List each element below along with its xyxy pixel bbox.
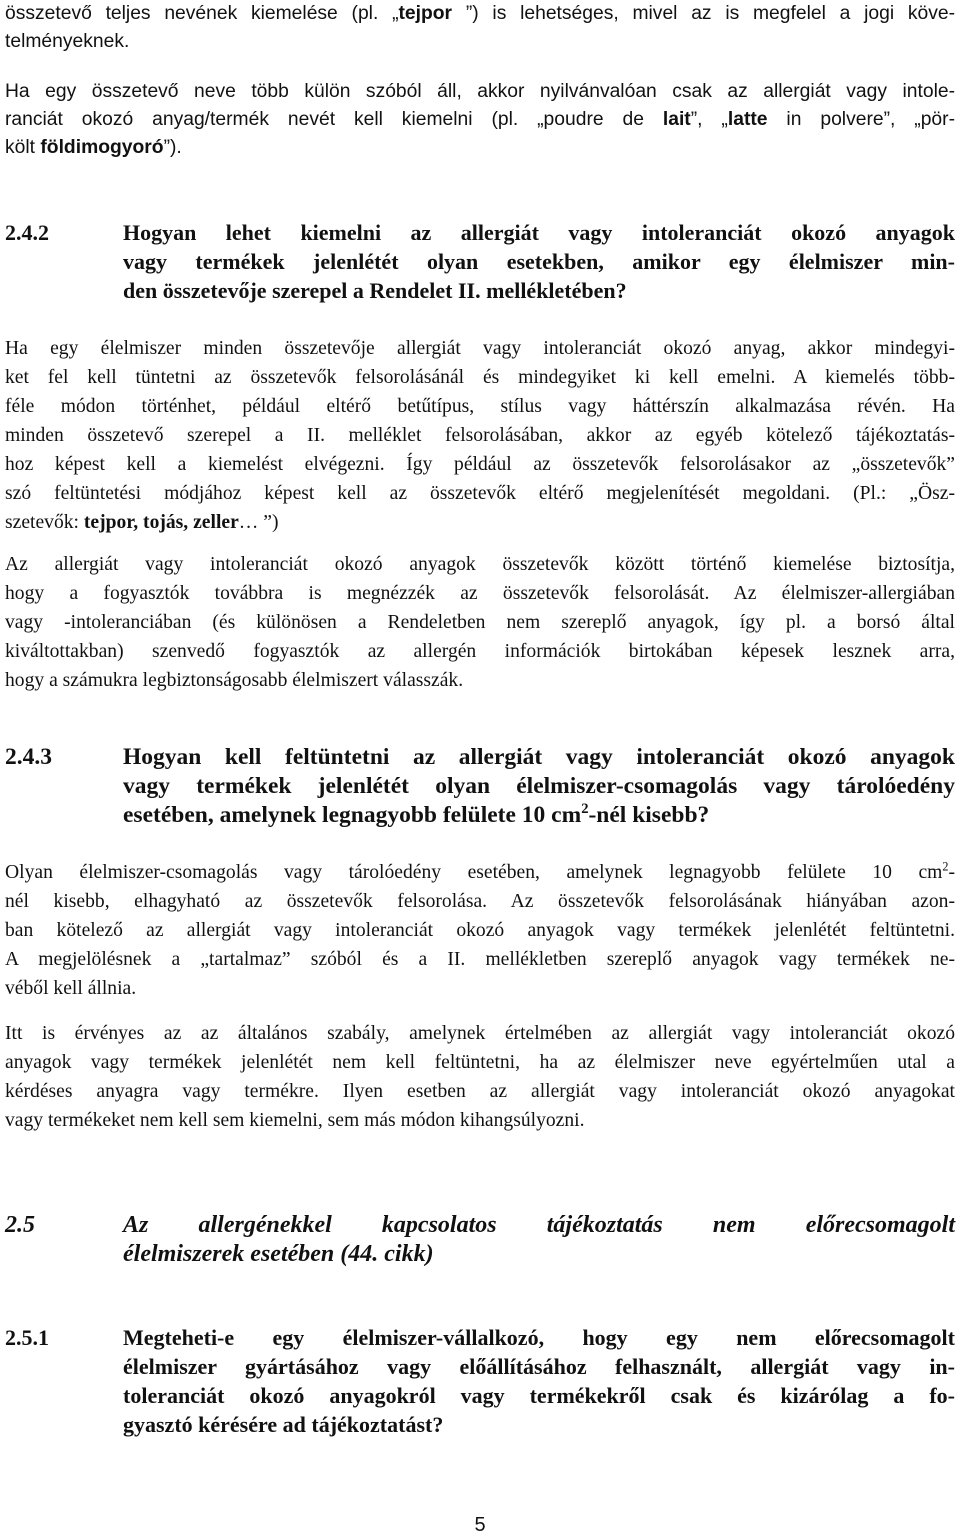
text-line: anyagok vagy termékek jelenlétét nem kell feltüntetni, ha az élelmiszer neve egyértelműen utal a	[5, 1052, 955, 1073]
page-number: 5	[474, 1514, 486, 1536]
text-line: telményeknek.	[5, 31, 130, 52]
heading-2-4-3	[5, 743, 955, 833]
text-line	[5, 106, 955, 134]
title-line: Hogyan kell feltüntetni az allergiát vagy intoleranciát okozó anyagok	[123, 744, 955, 770]
title-line: gyasztó kérésére ad tájékoztatást?	[123, 1412, 444, 1437]
text-line: nél kisebb, elhagyható az összetevők felsorolása. Az összetevők felsorolásának hiányában azon-	[5, 891, 955, 912]
text-line: ban kötelező az allergiát vagy intoleranciát okozó anyagok vagy termékek jelenlétét feltüntetni.	[5, 920, 955, 941]
section-number: 2.5.1	[5, 1325, 49, 1350]
text-run: … ”)	[238, 512, 279, 533]
text-line: véből kell állnia.	[5, 978, 137, 999]
title-line: élelmiszer gyártásához vagy előállításához felhasznált, allergiát vagy in-	[123, 1354, 955, 1379]
bold-term: latte	[727, 109, 768, 130]
compound-name-paragraph	[5, 78, 955, 162]
text-line	[5, 0, 955, 28]
text-line	[5, 858, 955, 887]
intro-paragraph	[5, 0, 955, 56]
title-line: Hogyan lehet kiemelni az allergiát vagy intoleranciát okozó anyagok	[123, 220, 955, 245]
section-number: 2.5	[5, 1212, 35, 1238]
text-run: esetében, amelynek legnagyobb felülete 10 cm	[123, 802, 582, 828]
title-line: élelmiszerek esetében (44. cikk)	[123, 1241, 434, 1267]
text-line: hogy a számukra legbiztonságosabb élelmiszert válasszák.	[5, 670, 464, 691]
text-run: ranciát okozó anyag/termék nevét kell kiemelni (pl. „poudre de	[5, 109, 663, 130]
paragraph-2-4-3-b	[5, 1019, 955, 1135]
section-number: 2.4.3	[5, 744, 52, 770]
text-line: ket fel kell tüntetni az összetevők felsorolásánál és mindegyiket ki kell emelni. A kiemelés több-	[5, 367, 955, 388]
text-line: Ha egy összetevő neve több külön szóból áll, akkor nyilvánvalóan csak az allergiát vagy intole-	[5, 81, 955, 102]
text-line: minden összetevő szerepel a II. melléklet felsorolásában, akkor az egyéb kötelező tájékoztatás-	[5, 425, 955, 446]
text-run: ”) is lehetséges, mivel az is megfelel a jogi köve-	[452, 3, 956, 24]
text-line	[5, 134, 955, 162]
text-line: hoz képest kell a kiemelést elvégezni. Így például az összetevők felsorolásakor az „összetevők”	[5, 454, 955, 475]
text-line: vagy termékeket nem kell sem kiemelni, sem más módon kihangsúlyozni.	[5, 1110, 585, 1131]
text-line: vagy -intoleranciában (és különösen a Rendeletben nem szereplő anyagok, így pl. a borsó által	[5, 612, 955, 633]
text-line: féle módon történhet, például eltérő betűtípus, stílus vagy háttérszín alkalmazása révén. Ha	[5, 396, 955, 417]
title-line: den összetevője szerepel a Rendelet II. mellékletében?	[123, 278, 627, 303]
text-run: összetevő teljes nevének kiemelése (pl. „	[5, 3, 399, 24]
text-run: költ	[5, 137, 41, 158]
paragraph-2-4-2-a	[5, 334, 955, 537]
text-run: -	[948, 862, 955, 883]
text-line: kérdéses anyagra vagy termékre. Ilyen esetben az allergiát vagy intoleranciát okozó anyagokat	[5, 1081, 955, 1102]
superscript: 2	[942, 859, 949, 874]
text-run: ”).	[163, 137, 182, 158]
section-title	[123, 1323, 955, 1439]
heading-2-4-2	[5, 218, 955, 308]
text-line: Itt is érvényes az az általános szabály, amelynek értelmében az allergiát vagy intoleranciát okozó	[5, 1023, 955, 1044]
bold-term: földimogyoró	[40, 137, 164, 158]
section-title	[123, 1211, 955, 1269]
bold-term: tejpor	[398, 3, 453, 24]
title-line: toleranciát okozó anyagokról vagy termékekről csak és kizárólag a fo-	[123, 1383, 955, 1408]
title-line	[123, 801, 955, 830]
section-title	[123, 218, 955, 305]
bold-term: tejpor, tojás, zeller	[83, 512, 239, 533]
text-run: in polvere”, „pör-	[767, 109, 955, 130]
text-line	[5, 508, 955, 537]
text-line: Az allergiát vagy intoleranciát okozó anyagok összetevők között történő kiemelése biztosítja,	[5, 554, 955, 575]
superscript: 2	[581, 801, 589, 818]
title-line: vagy termékek jelenlétét olyan esetekben, amikor egy élelmiszer min-	[123, 249, 955, 274]
text-run: Olyan élelmiszer-csomagolás vagy tárolóedény esetében, amelynek legnagyobb felülete 10 cm	[5, 862, 943, 883]
text-line: hogy a fogyasztók továbbra is megnézzék az összetevők felsorolását. Az élelmiszer-allergiában	[5, 583, 955, 604]
text-line: A megjelölésnek a „tartalmaz” szóból és a II. mellékletben szereplő anyagok vagy termékek ne-	[5, 949, 955, 970]
section-number: 2.4.2	[5, 220, 49, 245]
text-line: kiváltottakban) szenvedő fogyasztók az allergén információk birtokában képesek lesznek arra,	[5, 641, 955, 662]
section-title	[123, 743, 955, 830]
text-line: Ha egy élelmiszer minden összetevője allergiát vagy intoleranciát okozó anyag, akkor mindegyi-	[5, 338, 955, 359]
title-line: Az allergénekkel kapcsolatos tájékoztatás nem előrecsomagolt	[123, 1212, 955, 1238]
bold-term: lait	[662, 109, 691, 130]
title-line: vagy termékek jelenlétét olyan élelmiszer-csomagolás vagy tárolóedény	[123, 773, 955, 799]
text-run: szetevők:	[5, 512, 84, 533]
title-line: Megteheti-e egy élelmiszer-vállalkozó, hogy egy nem előrecsomagolt	[123, 1325, 955, 1350]
text-run: ”, „	[690, 109, 728, 130]
paragraph-2-4-3-a	[5, 858, 955, 1003]
text-run: -nél kisebb?	[588, 802, 710, 828]
text-line: szó feltüntetési módjához képest kell az összetevők eltérő megjelenítését megoldani. (Pl.: „Ösz-	[5, 483, 955, 504]
heading-2-5-1	[5, 1323, 955, 1443]
paragraph-2-4-2-b	[5, 550, 955, 695]
heading-2-5	[5, 1211, 955, 1271]
